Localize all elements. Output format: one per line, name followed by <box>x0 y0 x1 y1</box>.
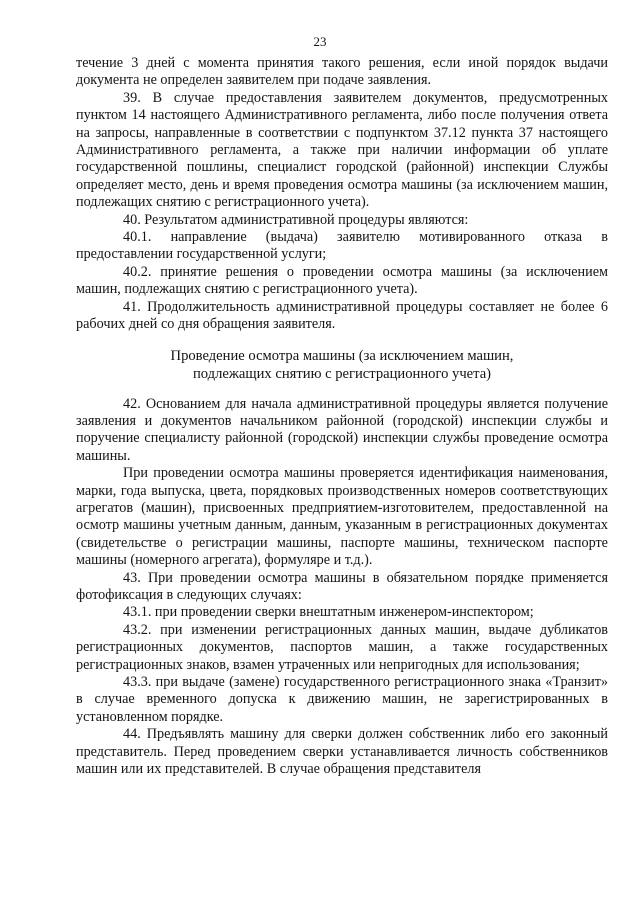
paragraph-44: 44. Предъявлять машину для сверки должен собственник либо его законный представитель. Перед проведением сверки устанавливается личность собственников машин или их представителей. В случае обращения представителя <box>76 726 608 778</box>
paragraph-continuation: течение 3 дней с момента принятия такого решения, если иной порядок выдачи документа не определен заявителем при подаче заявления. <box>76 55 608 89</box>
paragraph-40-2: 40.2. принятие решения о проведении осмотра машины (за исключением машин, подлежащих снятию с регистрационного учета). <box>76 263 608 298</box>
section-heading <box>76 347 608 383</box>
paragraph-42-inspection: При проведении осмотра машины проверяется идентификация наименования, марки, года выпуска, цвета, порядковых производственных номеров соответствующих агрегатов (машин), присвоенных предприятием-изготовителем, предоставленной на осмотр машины учетным данным, данным, указанным в регистрационных документах (свидетельстве о регистрации машины, паспорте машины, техническом паспорте машины (номерного агрегата), формуляре и т.д.). <box>76 465 608 569</box>
paragraph-40-1: 40.1. направление (выдача) заявителю мотивированного отказа в предоставлении государственной услуги; <box>76 229 608 263</box>
paragraph-43-1: 43.1. при проведении сверки внештатным инженером-инспектором; <box>123 604 534 621</box>
paragraph-43-3: 43.3. при выдаче (замене) государственного регистрационного знака «Транзит» в случае временного допуска к движению машин, не зарегистрированных в установленном порядке. <box>76 674 608 725</box>
paragraph-40: 40. Результатом административной процедуры являются: <box>123 211 469 228</box>
paragraph-42: 42. Основанием для начала административной процедуры является получение заявления и документов начальником районной (городской) инспекции службы и поручение специалисту районной (городской) инспекции службы проведение осмотра машины. <box>76 395 608 464</box>
document-body <box>76 55 608 778</box>
paragraph-43: 43. При проведении осмотра машины в обязательном порядке применяется фотофиксация в следующих случаях: <box>76 569 608 603</box>
paragraph-43-2: 43.2. при изменении регистрационных данных машин, выдаче дубликатов регистрационных документов, паспортов машин, а также государственных регистрационных знаков, взамен утраченных или непригодных для использования; <box>76 621 608 673</box>
paragraph-39: 39. В случае предоставления заявителем документов, предусмотренных пунктом 14 настоящего Административного регламента, либо после получения ответа на запросы, направленные в соответствии с подпунктом 37.12 пункта 37 настоящего Административного регламента, а также при наличии информации об уплате государственной пошлины, специалист городской (районной) инспекции Службы определяет место, день и время проведения осмотра машины (за исключением машин, подлежащих снятию с регистрационного учета). <box>76 89 608 211</box>
paragraph-41: 41. Продолжительность административной процедуры составляет не более 6 рабочих дней со дня обращения заявителя. <box>76 298 608 333</box>
page-number: 23 <box>313 34 327 49</box>
section-heading-line-1: Проведение осмотра машины (за исключением машин, <box>170 347 514 364</box>
section-heading-line-2: подлежащих снятию с регистрационного учета) <box>192 365 492 382</box>
